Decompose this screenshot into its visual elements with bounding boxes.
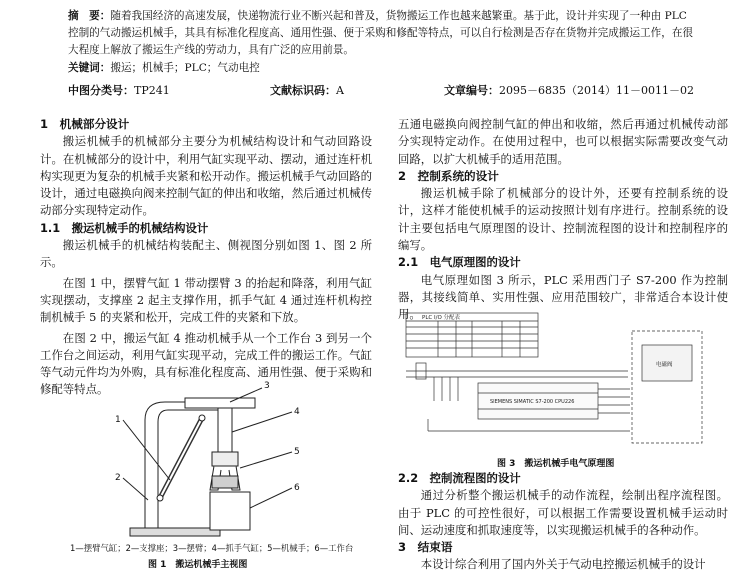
doc-code: 文献标识码：A bbox=[270, 84, 344, 97]
section-1-1-title: 1.1 搬运机械手的机械结构设计 bbox=[40, 220, 209, 235]
section-1-1-para-2: 在图 1 中，摆臂气缸 1 带动摆臂 3 的抬起和降落，利用气缸实现摆动，支撑座 2 起主支撑作用，抓手气缸 4 通过连杆机构控制机械手 5 的夹紧和松开，完成工件的夹紧和下放。 bbox=[40, 275, 372, 325]
section-2-1-para: 电气原理如图 3 所示，PLC 采用西门子 S7-200 作为控制器，其接线简单、实用性强、应用范围较广，非常适合本设计使用。 bbox=[398, 272, 728, 322]
abstract-label: 摘 要： bbox=[68, 10, 111, 22]
figure-1-drawing bbox=[90, 380, 360, 542]
section-3-para: 本设计综合利用了国内外关于气动电控搬运机械手的设计 bbox=[420, 557, 706, 572]
keywords bbox=[68, 60, 260, 75]
keywords-label: 关键词： bbox=[68, 62, 111, 74]
fig1-label-5: 5 bbox=[294, 447, 300, 457]
fig3-table-title: PLC I/O 分配表 bbox=[422, 315, 461, 321]
fig1-label-2: 2 bbox=[115, 473, 121, 483]
section-2-1-title: 2.1 电气原理图的设计 bbox=[398, 255, 521, 270]
figure-1-legend: 1—摆臂气缸；2—支撑座；3—摆臂；4—抓手气缸；5—机械手；6—工作台 bbox=[70, 543, 354, 553]
figure-1-caption: 图 1 搬运机械手主视图 bbox=[148, 560, 248, 570]
fig3-plc-label: SIEMENS SIMATIC S7-200 CPU226 bbox=[490, 399, 575, 405]
article-number: 文章编号：2095－6835（2014）11－0011－02 bbox=[444, 84, 694, 97]
section-2-2-title: 2.2 控制流程图的设计 bbox=[398, 471, 521, 485]
fig1-label-3: 3 bbox=[264, 381, 270, 391]
fig1-label-4: 4 bbox=[294, 407, 300, 417]
right-column-top bbox=[398, 116, 728, 324]
keywords-text: 搬运；机械手；PLC；气动电控 bbox=[110, 62, 260, 74]
left-column bbox=[40, 116, 372, 399]
figure-3-caption: 图 3 搬运机械手电气原理图 bbox=[497, 459, 615, 469]
section-1-title: 1 机械部分设计 bbox=[40, 117, 130, 131]
section-1-para: 搬运机械手的机械部分主要分为机械结构设计和气动回路设计。在机械部分的设计中，利用气缸实现平动、摆动，通过连杆机构实现更为复杂的机械手夹紧和松开动作。搬运机械手气动回路的设计，通过电磁换向阀来控制气缸的伸出和收缩，然后通过机械传动部分实现特定动作。 bbox=[40, 134, 372, 218]
fig1-label-6: 6 bbox=[294, 483, 300, 493]
continued-para: 五通电磁换向阀控制气缸的伸出和收缩，然后再通过机械传动部分实现特定动作。在使用过程中，也可以根据实际需要改变气动回路，以扩大机械手的适用范围。 bbox=[398, 117, 728, 166]
figure-3-drawing bbox=[398, 305, 728, 453]
section-2-para: 搬运机械手除了机械部分的设计外，还要有控制系统的设计，这样才能使机械手的运动按照计划有序进行。控制系统的设计主要包括电气原理图的设计、控制流程图的设计和控制程序的编写。 bbox=[398, 186, 728, 253]
section-1-1-para-1: 搬运机械手的机械结构装配主、侧视图分别如图 1、图 2 所示。 bbox=[40, 238, 372, 270]
right-column-bottom bbox=[398, 470, 728, 574]
section-2-title: 2 控制系统的设计 bbox=[398, 168, 499, 183]
section-1-1-para-3: 在图 2 中，搬运气缸 4 推动机械手从一个工作台 3 到另一个工作台之间运动，利用气缸实现平动，完成工件的搬运工作。气缸等气动元件均为外购，具有标准化程度高、通用性强、便于采购和修配等特点。 bbox=[40, 330, 372, 397]
fig1-label-1: 1 bbox=[115, 415, 121, 425]
section-3-title: 3 结束语 bbox=[398, 540, 453, 555]
abstract-text: 随着我国经济的高速发展，快递物流行业不断兴起和普及，货物搬运工作也越来越繁重。基于此，设计并实现了一种由 PLC 控制的气动搬运机械手，其具有标准化程度高、通用性强、便于采购和修配等特点，可以自行检测是否存在货物并完成搬运工作，在很大程度上解放了搬运生产线的劳动力，具有广泛的应用前景。 bbox=[68, 10, 694, 56]
clc-number: 中图分类号：TP241 bbox=[68, 84, 170, 97]
section-2-2-para: 通过分析整个搬运机械手的动作流程，绘制出程序流程图。由于 PLC 的可控性很好，可以根据工作需要设置机械手运动时间、运动速度和抓取速度等，以实现搬运机械手的各种动作。 bbox=[398, 488, 728, 537]
fig3-valve-label: 电磁阀 bbox=[656, 362, 673, 368]
abstract bbox=[68, 8, 698, 59]
